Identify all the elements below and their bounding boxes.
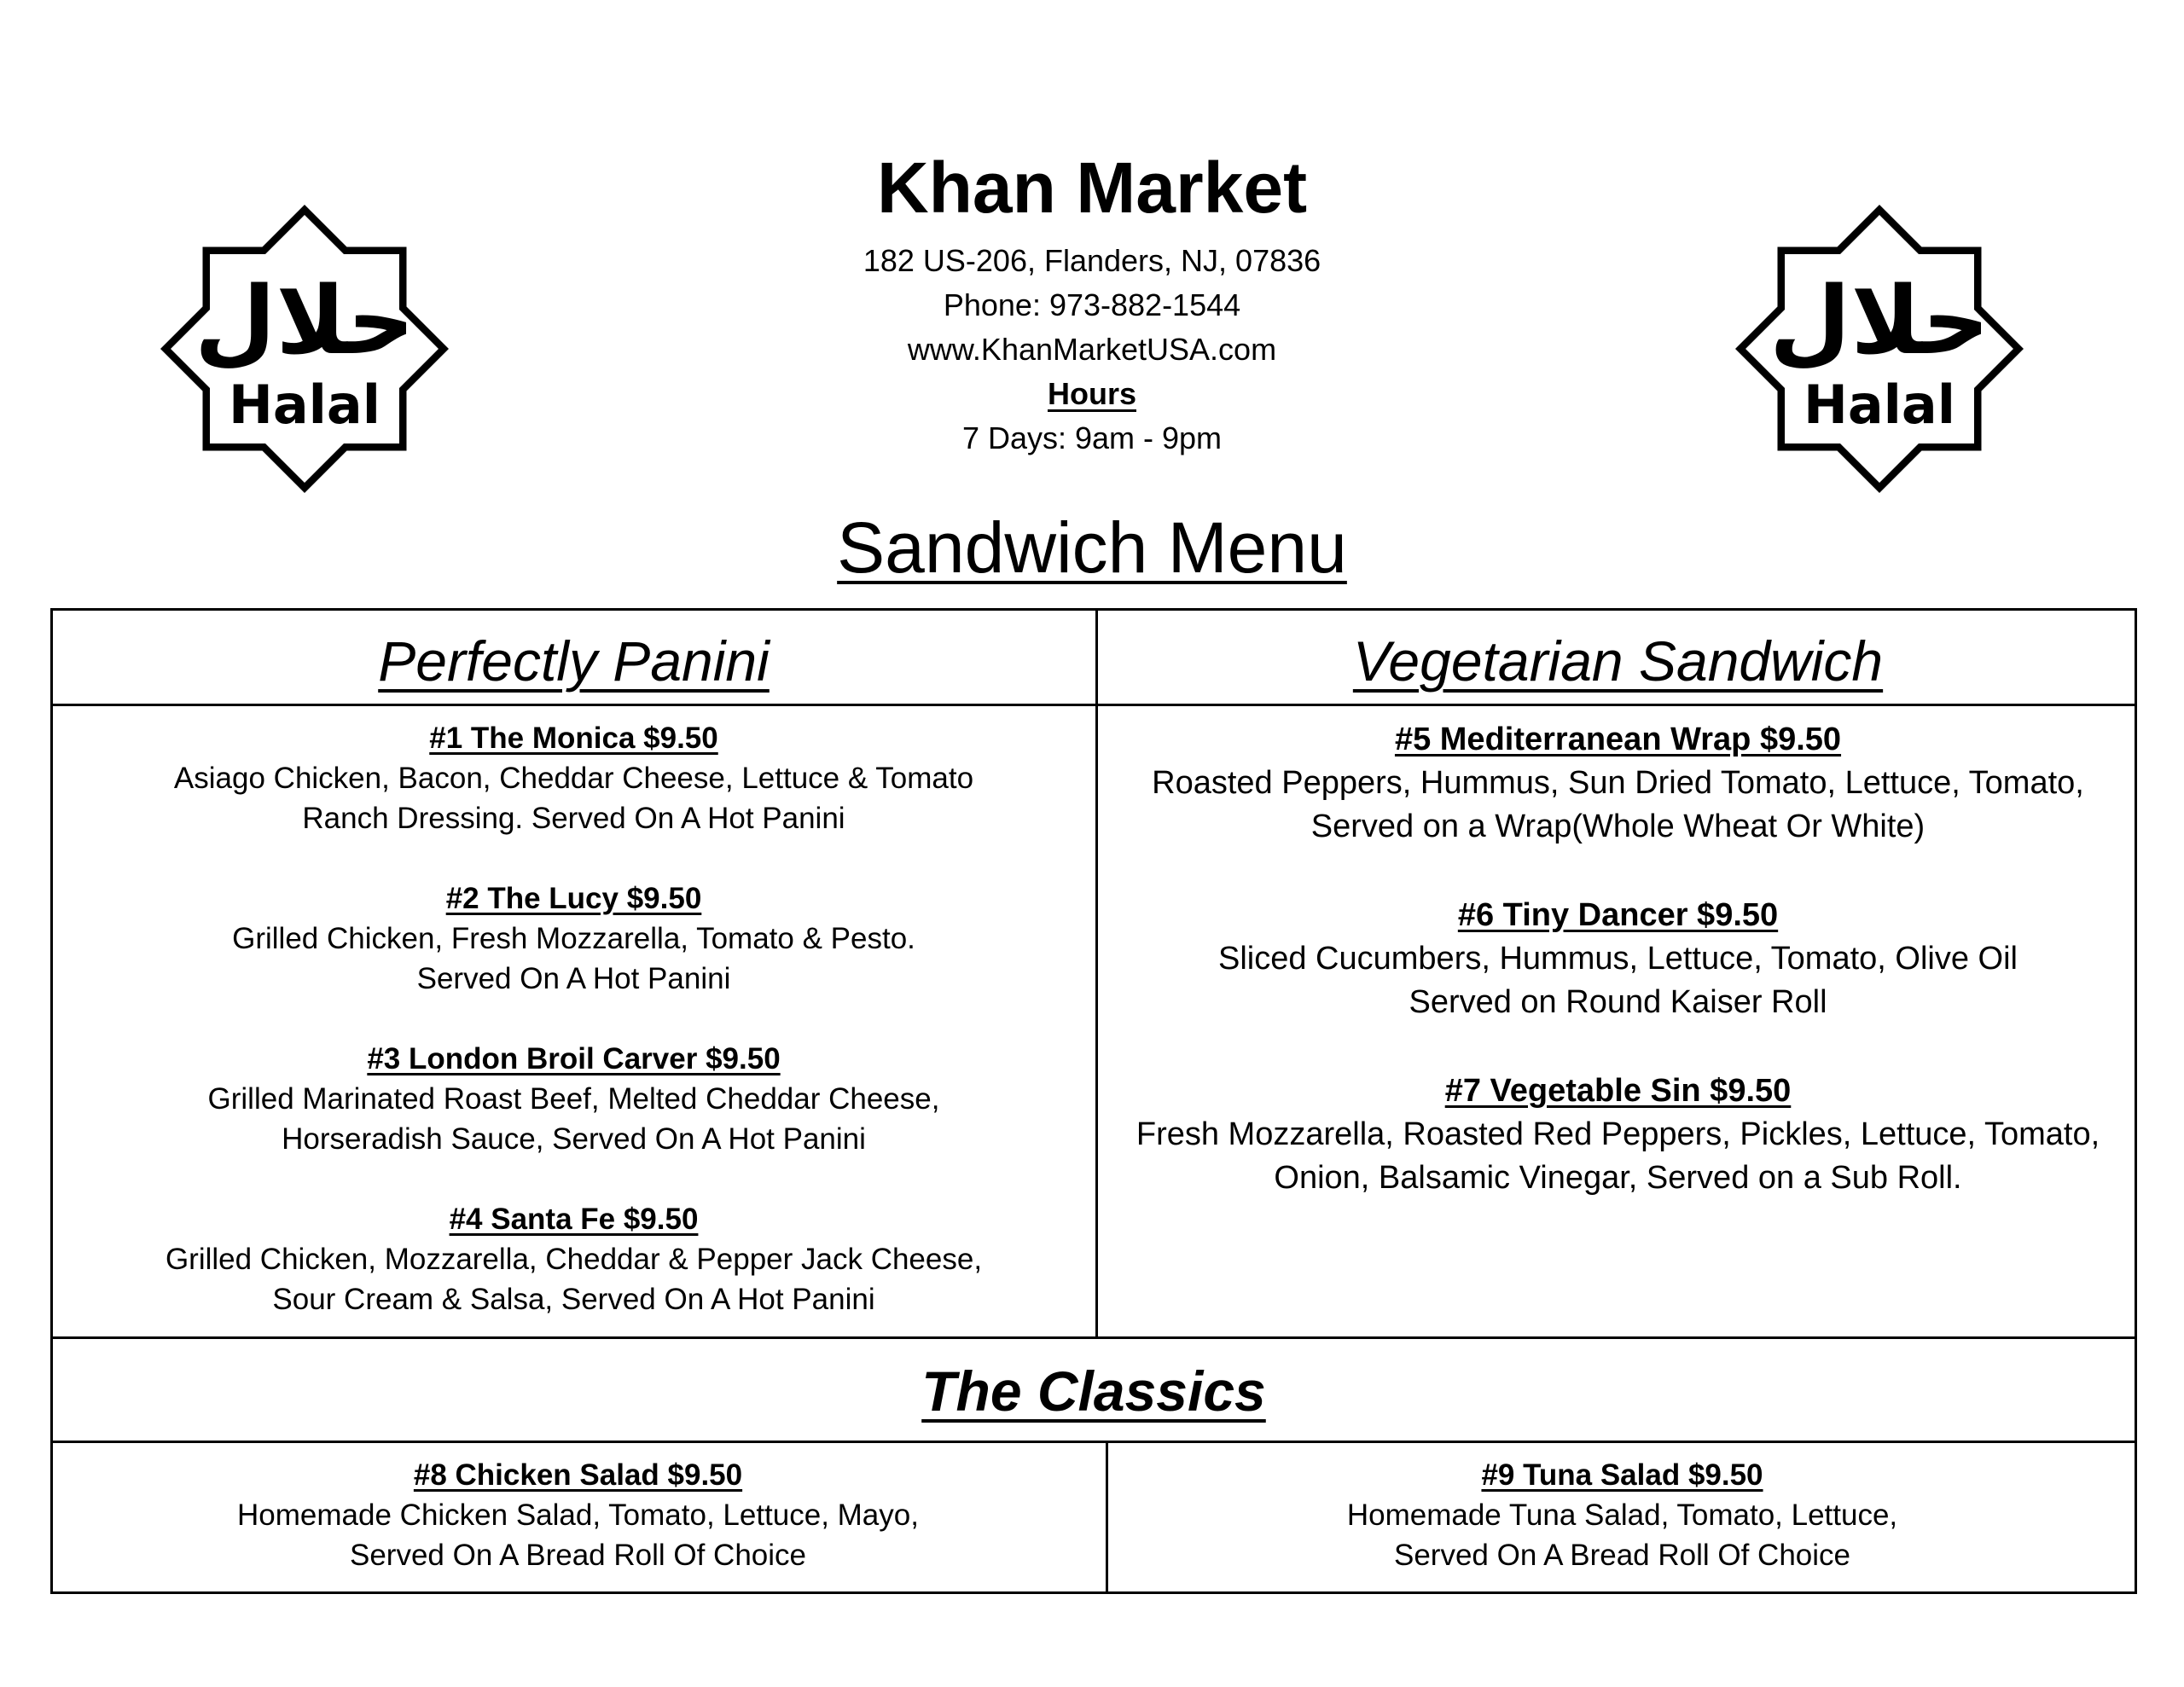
menu-item	[51, 1039, 1096, 1159]
item-title: #2 The Lucy $9.50	[445, 882, 702, 915]
item-description: Ranch Dressing. Served On A Hot Panini	[302, 802, 845, 835]
hours-value: 7 Days: 9am - 9pm	[961, 420, 1223, 455]
item-description: Served on Round Kaiser Roll	[1409, 984, 1827, 1020]
item-title: #4 Santa Fe $9.50	[449, 1203, 699, 1236]
section-heading-vegetarian: Vegetarian Sandwich	[1352, 629, 1884, 693]
item-title: #3 London Broil Carver $9.50	[367, 1042, 781, 1075]
item-title: #1 The Monica $9.50	[429, 722, 718, 755]
item-description: Sliced Cucumbers, Hummus, Lettuce, Tomato, Olive Oil	[1218, 941, 2018, 977]
store-website: www.KhanMarketUSA.com	[907, 332, 1277, 367]
item-title: #8 Chicken Salad $9.50	[413, 1458, 743, 1492]
item-description: Grilled Chicken, Mozzarella, Cheddar & Pepper Jack Cheese,	[165, 1243, 983, 1276]
store-phone: Phone: 973-882-1544	[943, 287, 1241, 322]
halal-badge-right	[1722, 191, 2037, 507]
halal-badge-left	[147, 191, 462, 507]
store-address: 182 US-206, Flanders, NJ, 07836	[863, 243, 1321, 278]
menu-title: Sandwich Menu	[837, 507, 1347, 588]
item-description: Roasted Peppers, Hummus, Sun Dried Tomato, Lettuce, Tomato,	[1152, 765, 2084, 801]
menu-item	[1100, 1070, 2136, 1200]
item-description: Served On A Bread Roll Of Choice	[1394, 1539, 1850, 1572]
item-description: Horseradish Sauce, Served On A Hot Panini	[282, 1122, 866, 1156]
item-description: Asiago Chicken, Bacon, Cheddar Cheese, Lettuce & Tomato	[173, 762, 974, 795]
menu-item	[1100, 894, 2136, 1024]
menu-item	[1108, 1455, 2136, 1575]
item-title: #7 Vegetable Sin $9.50	[1444, 1073, 1792, 1109]
halal-label: Halal	[1803, 374, 1956, 436]
menu-item	[51, 718, 1096, 838]
menu-item	[1100, 718, 2136, 849]
halal-arabic-text: حلال	[194, 266, 415, 375]
hours-label: Hours	[1047, 376, 1136, 411]
header-row-divider	[50, 704, 2137, 706]
menu-item	[51, 1199, 1096, 1319]
halal-arabic-text: حلال	[1769, 266, 1990, 375]
store-name: Khan Market	[876, 148, 1308, 228]
item-description: Grilled Marinated Roast Beef, Melted Cheddar Cheese,	[207, 1082, 940, 1116]
halal-label: Halal	[228, 374, 381, 436]
classics-top-divider	[50, 1336, 2137, 1339]
item-description: Onion, Balsamic Vinegar, Served on a Sub Roll.	[1274, 1160, 1962, 1196]
item-description: Homemade Tuna Salad, Tomato, Lettuce,	[1346, 1499, 1898, 1532]
item-description: Fresh Mozzarella, Roasted Red Peppers, Pickles, Lettuce, Tomato,	[1136, 1116, 2100, 1152]
item-description: Served on a Wrap(Whole Wheat Or White)	[1310, 809, 1926, 844]
section-heading-panini: Perfectly Panini	[378, 629, 770, 693]
item-title: #5 Mediterranean Wrap $9.50	[1394, 722, 1842, 757]
item-description: Sour Cream & Salsa, Served On A Hot Panini	[272, 1283, 875, 1316]
menu-item	[51, 878, 1096, 999]
item-description: Served On A Hot Panini	[416, 962, 731, 995]
item-description: Homemade Chicken Salad, Tomato, Lettuce, Mayo,	[237, 1499, 919, 1532]
item-title: #6 Tiny Dancer $9.50	[1457, 897, 1779, 933]
menu-item	[51, 1455, 1105, 1575]
table-border-top	[50, 608, 2137, 611]
section-heading-classics: The Classics	[921, 1359, 1266, 1423]
table-border-bottom	[50, 1591, 2137, 1594]
classics-heading-divider	[50, 1441, 2137, 1443]
item-description: Served On A Bread Roll Of Choice	[350, 1539, 806, 1572]
item-description: Grilled Chicken, Fresh Mozzarella, Tomato & Pesto.	[232, 922, 915, 955]
item-title: #9 Tuna Salad $9.50	[1481, 1458, 1763, 1492]
